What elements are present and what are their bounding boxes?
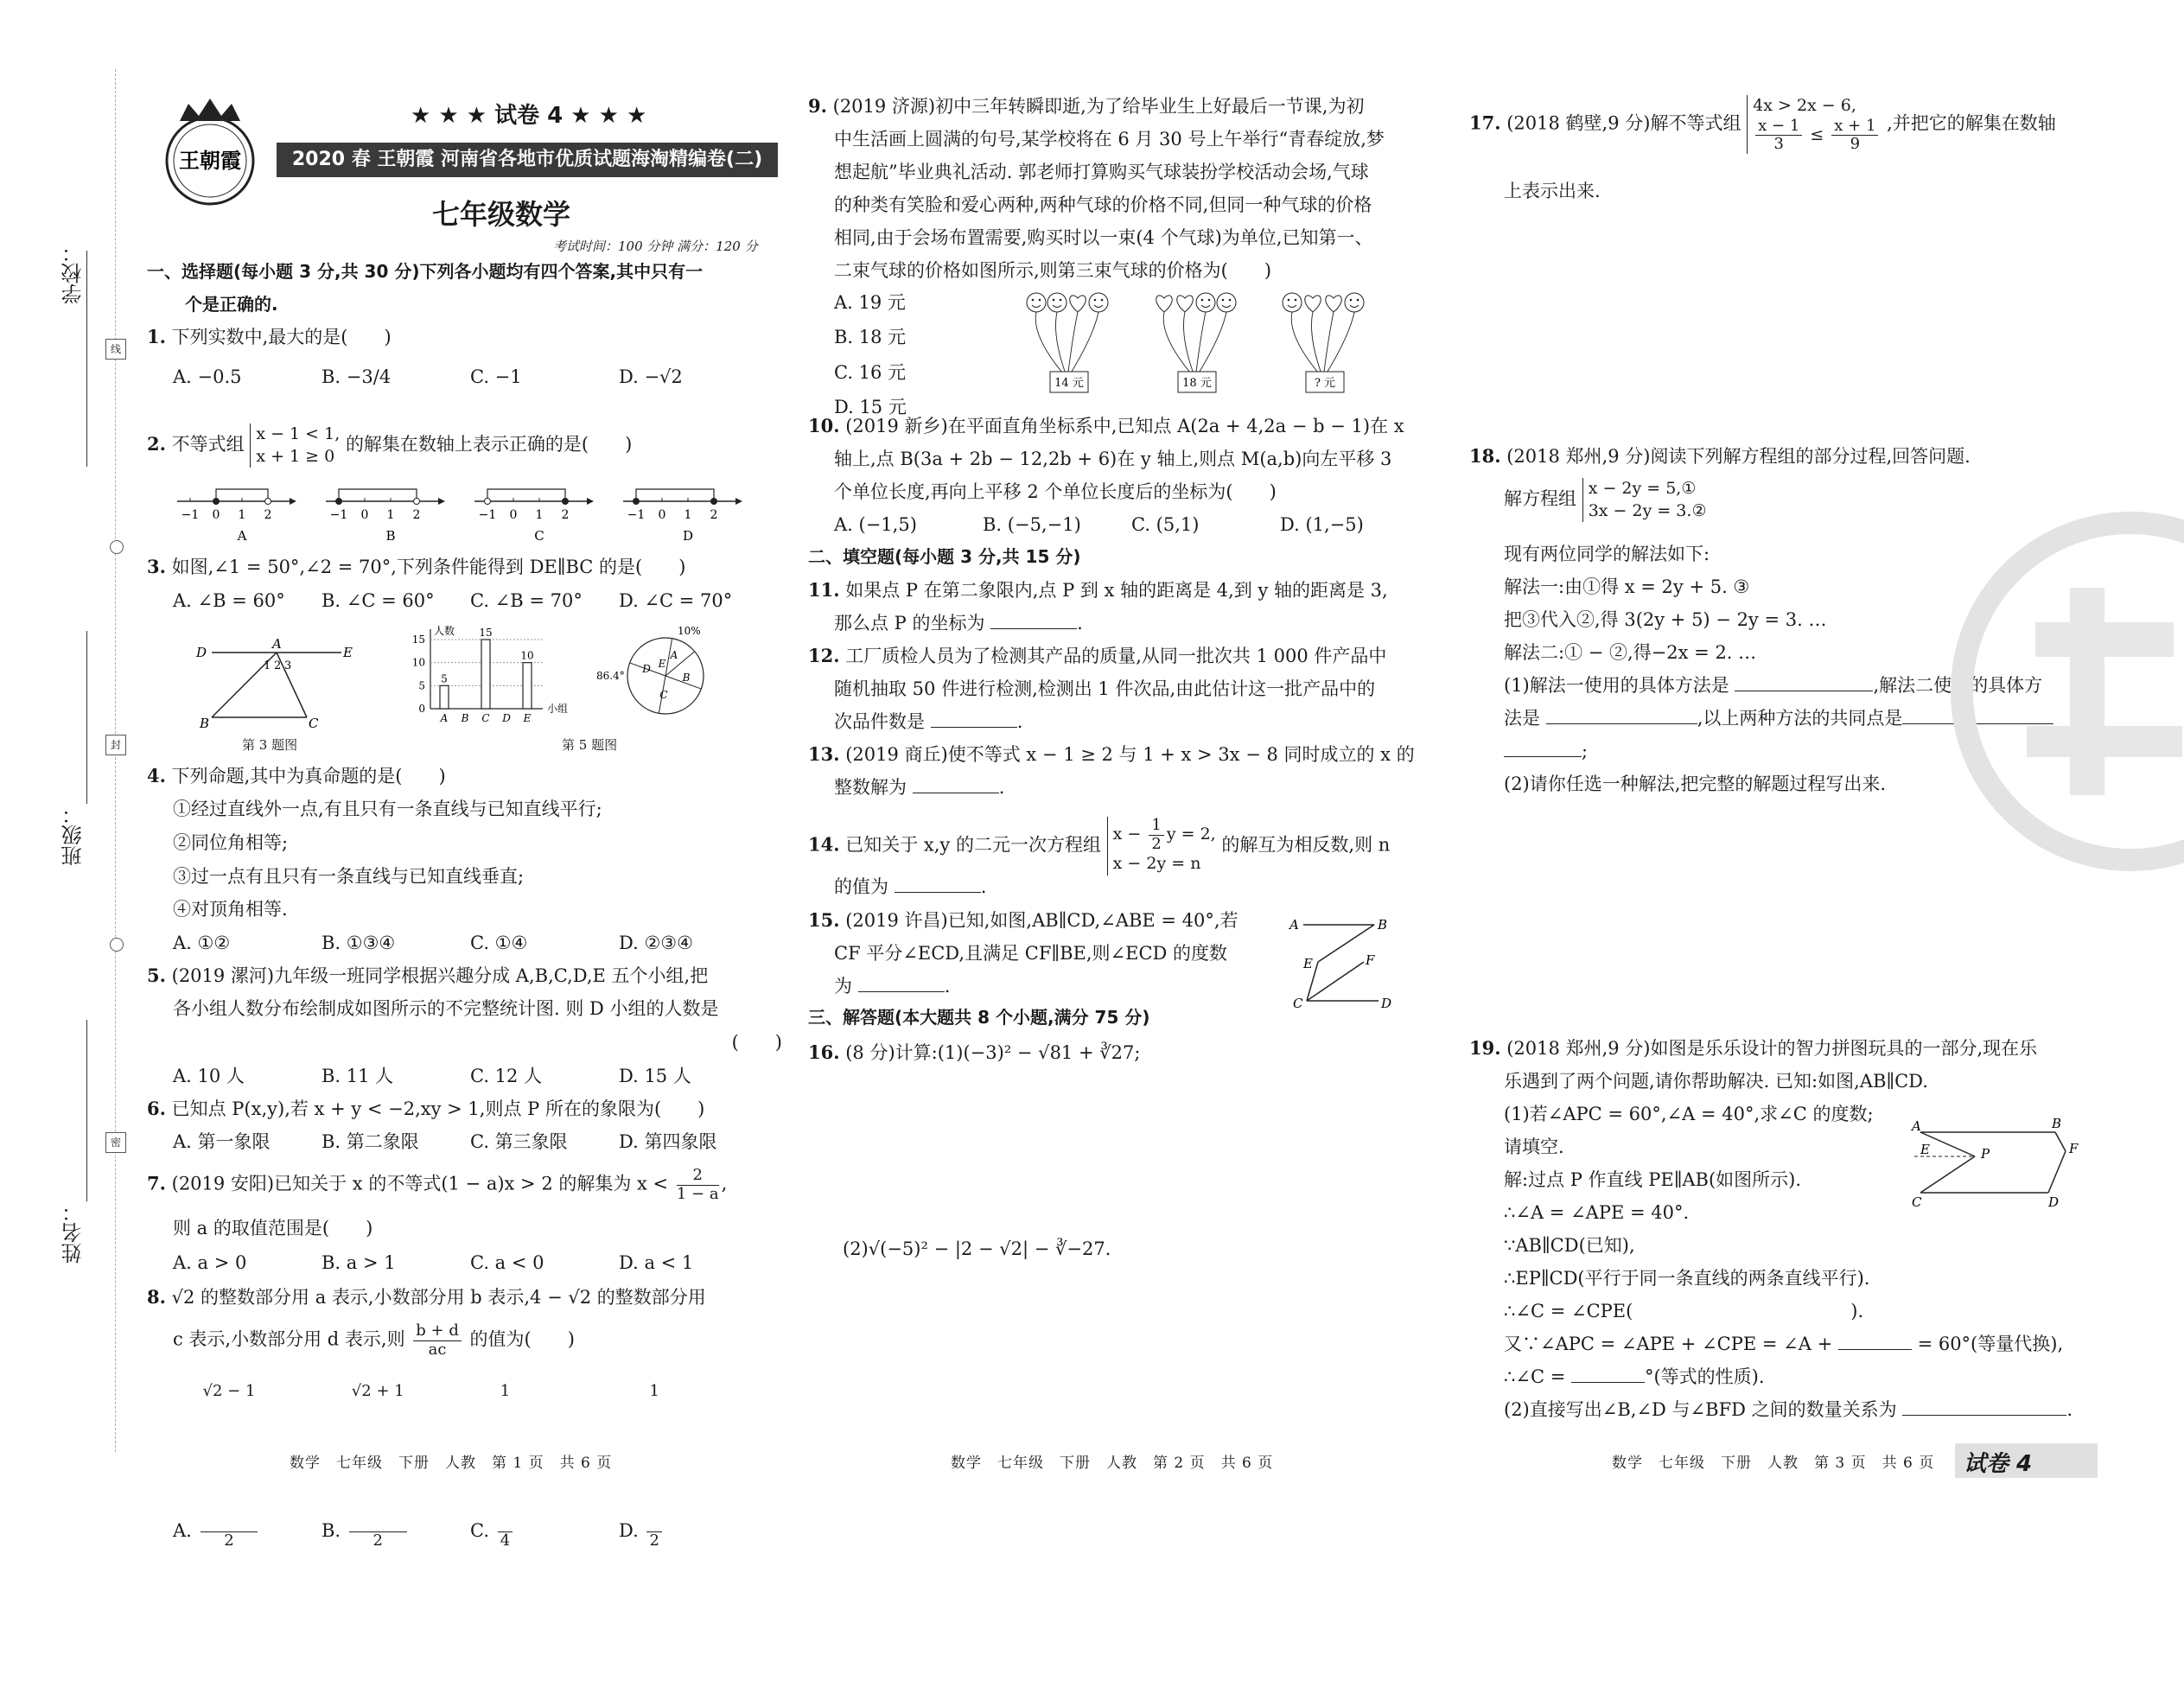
svg-text:3: 3 [284, 659, 292, 672]
answer-blank[interactable] [858, 991, 945, 992]
smiley-balloon [1217, 293, 1236, 312]
svg-text:P: P [1981, 1146, 1990, 1162]
q19-line: 乐遇到了两个问题,请你帮助解决. 已知:如图,AB∥CD. [1504, 1071, 1928, 1092]
q19-step: ∴∠C = ∠CPE( ). [1504, 1301, 1864, 1321]
svg-text:B: B [1378, 917, 1388, 933]
school-label: 学校： [61, 242, 86, 304]
svg-text:A: A [1912, 1118, 1921, 1134]
smiley-balloon [1283, 293, 1302, 312]
option-b[interactable]: B. $\frac{√2 + 1}{2}$ [322, 1383, 470, 1681]
q9-line: 中生活画上圆满的句号,某学校将在 6 月 30 号上午举行“青春绽放,梦 [834, 129, 1385, 150]
option-b[interactable]: B. ∠C = 60° [322, 590, 435, 611]
option-b[interactable]: B. a > 1 [322, 1252, 396, 1273]
svg-text:D: D [2048, 1194, 2060, 1210]
x-tick-label: C [481, 712, 490, 724]
option-d[interactable]: D. a < 1 [619, 1252, 694, 1273]
number-line-option [177, 489, 296, 544]
option-d[interactable]: D. ∠C = 70° [619, 590, 733, 611]
x-tick-label: E [523, 712, 532, 724]
figure-3-caption: 第 3 题图 [242, 737, 298, 753]
exam-meta: 考试时间：100 分钟 满分：120 分 [553, 239, 758, 254]
binding-hole [110, 938, 124, 952]
pie-slice-label: E [658, 658, 666, 670]
bar [523, 663, 532, 709]
svg-text:E: E [343, 645, 353, 660]
q7-line2: 则 a 的取值范围是( ) [173, 1218, 373, 1238]
q19-part1: (1)若∠APC = 60°,∠A = 40°,求∠C 的度数; [1504, 1104, 1874, 1124]
option-b[interactable]: B. 第二象限 [322, 1131, 419, 1152]
svg-text:1: 1 [264, 659, 271, 672]
q18-text: 现有两位同学的解法如下: [1504, 544, 1710, 564]
question-1-options [173, 366, 761, 388]
equation-system: x − $\frac{1}{2}$ y = 2, x − 2y = n [1107, 817, 1216, 876]
x-tick-label: D [502, 712, 511, 724]
y-tick-label: 0 [418, 703, 425, 715]
q19-step: ∵AB∥CD(已知), [1504, 1235, 1635, 1256]
svg-text:2: 2 [274, 659, 282, 672]
option-a[interactable]: A. ①② [173, 933, 231, 953]
heart-balloon [1177, 296, 1193, 312]
svg-text:0: 0 [212, 508, 220, 522]
svg-text:1: 1 [535, 508, 544, 522]
answer-blank[interactable] [1902, 1415, 2066, 1416]
q9-line: 的种类有笑脸和爱心两种,两种气球的价格不同,但同一种气球的价格 [834, 194, 1372, 215]
y-axis-label: 人数 [434, 625, 455, 637]
section-1-title-cont: 个是正确的. [185, 294, 278, 315]
y-tick-label: 15 [411, 634, 425, 646]
x-axis-label: 小组 [547, 703, 569, 715]
subject-title: 七年级数学 [432, 198, 571, 231]
smiley-balloon [1089, 293, 1108, 312]
pie-annotation: 86.4° [596, 670, 625, 682]
svg-text:B: B [2052, 1116, 2062, 1131]
question-7-options [173, 1251, 761, 1274]
q19-step: ∴∠A = ∠APE = 40°. [1504, 1202, 1690, 1223]
pie-slice-label: B [682, 672, 691, 684]
option-b[interactable]: B. (−5,−1) [983, 514, 1081, 535]
number-line-option [474, 489, 594, 544]
option-a[interactable]: A. (−1,5) [834, 514, 917, 535]
pie-slice-label: A [670, 649, 678, 661]
option-c[interactable]: C. 12 人 [470, 1066, 543, 1086]
corner-tag: 试卷 4 [1955, 1443, 2098, 1478]
question-3: 3. 如图,∠1 = 50°,∠2 = 70°,下列条件能得到 DE∥BC 的是( ) [147, 556, 686, 577]
q18-system: 解方程组 x − 2y = 5,① 3x − 2y = 3.② [1504, 478, 1706, 522]
question-8: 8. √2 的整数部分用 a 表示,小数部分用 b 表示,4 − √2 的整数部分用 [147, 1286, 706, 1308]
q4-statement: ③过一点有且只有一条直线与已知直线垂直; [173, 866, 525, 887]
svg-text:1: 1 [386, 508, 395, 522]
figure-3-triangle [194, 631, 353, 735]
heart-balloon [1156, 296, 1172, 312]
svg-text:2: 2 [710, 508, 718, 522]
question-14: 14. 已知关于 x,y 的二元一次方程组 x − $\frac{1}{2}$ y = 2, x − 2y = n 的解互为相反数,则 n [808, 817, 1452, 876]
q15-line: 为 . [834, 976, 951, 997]
svg-text:0: 0 [658, 508, 666, 522]
number-line-label: A [237, 528, 247, 544]
option-a[interactable]: A. −0.5 [173, 366, 242, 387]
figure-5-pie-chart [596, 622, 726, 735]
svg-text:−1: −1 [478, 508, 497, 522]
answer-blank[interactable] [1838, 1349, 1912, 1350]
answer-blank[interactable] [931, 727, 1017, 728]
q15-line: CF 平分∠ECD,且满足 CF∥BE,则∠ECD 的度数 [834, 943, 1228, 964]
y-tick-label: 5 [418, 679, 425, 692]
svg-text:D: D [196, 645, 207, 660]
answer-blank[interactable] [990, 628, 1077, 629]
number-line-label: D [682, 528, 694, 544]
bar-value-label: 5 [441, 672, 448, 685]
section-3-title: 三、解答题(本大题共 8 个小题,满分 75 分) [808, 1007, 1150, 1028]
option-c[interactable]: C. (5,1) [1131, 514, 1200, 535]
figure-5-caption: 第 5 题图 [562, 737, 618, 753]
smiley-balloon [1196, 293, 1215, 312]
svg-text:2: 2 [412, 508, 421, 522]
pie-annotation: 10% [678, 625, 701, 637]
secret-seal-watermark [1932, 519, 2184, 882]
bar-value-label: 10 [520, 649, 534, 662]
svg-text:1: 1 [684, 508, 692, 522]
question-12: 12. 工厂质检人员为了检测其产品的质量,从同一批次共 1 000 件产品中 [808, 645, 1387, 666]
q19-step: 解:过点 P 作直线 PE∥AB(如图所示). [1504, 1169, 1802, 1190]
svg-text:−1: −1 [627, 508, 646, 522]
question-5: 5. (2019 漯河)九年级一班同学根据兴趣分成 A,B,C,D,E 五个小组,把 [147, 965, 709, 986]
q11-line: 那么点 P 的坐标为 . [834, 613, 1083, 634]
svg-text:−1: −1 [329, 508, 348, 522]
answer-blank[interactable] [1546, 723, 1697, 724]
q18-part2: (2)请你任选一种解法,把完整的解题过程写出来. [1504, 774, 1887, 794]
question-19: 19. (2018 郑州,9 分)如图是乐乐设计的智力拼图玩具的一部分,现在乐 [1469, 1037, 2038, 1059]
svg-text:C: C [1912, 1194, 1922, 1210]
series-title: 2020 春 王朝霞 河南省各地市优质试题海淘精编卷(二) [277, 143, 778, 177]
q12-line: 随机抽取 50 件进行检测,检测出 1 件次品,由此估计这一批产品中的 [834, 678, 1376, 699]
svg-text:A: A [1289, 917, 1299, 933]
bar [481, 640, 490, 709]
q4-statement: ②同位角相等; [173, 832, 289, 853]
question-11: 11. 如果点 P 在第二象限内,点 P 到 x 轴的距离是 4,到 y 轴的距离是 3, [808, 579, 1388, 601]
binding-dash-line [115, 69, 116, 1452]
q9-line: 相同,由于会场布置需要,购买时以一束(4 个气球)为单位,已知第一、 [834, 227, 1373, 248]
question-6-options [173, 1130, 761, 1153]
option-d[interactable]: D. 15 元 [834, 396, 907, 417]
svg-text:E: E [1920, 1142, 1930, 1157]
option-c[interactable]: C. 16 元 [834, 361, 907, 383]
q19-fill-prompt: 请填空. [1504, 1137, 1564, 1157]
svg-text:1: 1 [238, 508, 246, 522]
price-label: 18 元 [1182, 377, 1212, 390]
seal-mark-feng: 封 [105, 735, 126, 755]
number-line-label: C [534, 528, 544, 544]
page-footer: 数学 七年级 下册 人教 第 3 页 共 6 页 [1612, 1455, 1935, 1472]
q19-part2: (2)直接写出∠B,∠D 与∠BFD 之间的数量关系为 . [1504, 1399, 2073, 1420]
inequality-system: x − 1 < 1, x + 1 ≥ 0 [250, 423, 340, 468]
svg-text:0: 0 [360, 508, 369, 522]
question-3-options [173, 589, 761, 612]
option-a[interactable]: A. ∠B = 60° [173, 590, 285, 611]
pie-slice-label: C [659, 689, 668, 701]
svg-text:0: 0 [509, 508, 518, 522]
question-9-options [834, 291, 907, 430]
number-line-option [623, 489, 742, 544]
q2-number-lines [173, 475, 778, 544]
question-10-options [834, 513, 1422, 536]
page-footer: 数学 七年级 下册 人教 第 2 页 共 6 页 [951, 1455, 1274, 1472]
q13-line: 整数解为 . [834, 777, 1005, 798]
balloon-bunch [1027, 293, 1108, 392]
option-b[interactable]: B. ①③④ [322, 933, 396, 953]
q18-text: 解法一:由①得 x = 2y + 5. ③ [1504, 576, 1750, 597]
q18-text: 解法二:① − ②,得−2x = 2. … [1504, 642, 1757, 663]
option-b[interactable]: B. 18 元 [834, 327, 907, 348]
bar [440, 685, 449, 709]
answer-blank[interactable] [1571, 1382, 1645, 1383]
svg-text:D: D [1381, 996, 1392, 1011]
section-1-title: 一、选择题(每小题 3 分,共 30 分)下列各小题均有四个答案,其中只有一 [147, 261, 704, 282]
smiley-balloon [1027, 293, 1046, 312]
page-1 [147, 0, 782, 1550]
smiley-balloon [1345, 293, 1364, 312]
svg-text:F: F [1366, 952, 1375, 968]
option-c[interactable]: C. −1 [470, 366, 522, 387]
q4-statement: ④对顶角相等. [173, 899, 288, 920]
balloon-bunch [1156, 293, 1236, 392]
svg-text:C: C [309, 716, 319, 731]
q16-part2: (2)√(−5)² − |2 − √2| − ∛−27. [843, 1238, 1111, 1259]
svg-text:A: A [272, 636, 282, 652]
q9-line: 二束气球的价格如图所示,则第三束气球的价格为( ) [834, 260, 1272, 281]
option-a[interactable]: A. 19 元 [834, 292, 906, 313]
q19-step: ∴EP∥CD(平行于同一条直线的两条直线平行). [1504, 1268, 1870, 1289]
q19-step: ∴∠C = °(等式的性质). [1504, 1366, 1765, 1387]
option-c[interactable]: C. 第三象限 [470, 1131, 568, 1152]
q5-answer-paren: ( ) [731, 1032, 782, 1053]
page-2 [808, 0, 1452, 1546]
number-line-option [326, 489, 445, 544]
q10-line: 个单位长度,再向上平移 2 个单位长度后的坐标为( ) [834, 481, 1277, 502]
x-tick-label: B [461, 712, 469, 724]
number-line-label: B [385, 528, 396, 544]
question-15: 15. (2019 许昌)已知,如图,AB∥CD,∠ABE = 40°,若 [808, 909, 1238, 931]
option-a[interactable]: A. 第一象限 [173, 1131, 271, 1152]
question-4-options [173, 932, 761, 954]
q8-line2: c 表示,小数部分用 d 表示,则 $\frac{b + d}{ac}$ 的值为( ) [173, 1321, 575, 1359]
section-2-title: 二、填空题(每小题 3 分,共 15 分) [808, 546, 1081, 567]
option-a[interactable]: A. a > 0 [173, 1252, 247, 1273]
svg-text:B: B [200, 716, 210, 731]
y-tick-label: 10 [411, 656, 425, 669]
test-number: ★ ★ ★ 试卷 4 ★ ★ ★ [411, 103, 647, 129]
name-label: 姓名： [61, 1201, 86, 1264]
class-line [86, 631, 87, 804]
class-label: 班级： [61, 804, 86, 866]
bar-value-label: 15 [479, 627, 493, 639]
q18-part1-end: ; [1504, 740, 1588, 762]
binding-hole [110, 540, 124, 554]
q12-line: 次品件数是 . [834, 711, 1023, 732]
svg-text:−1: −1 [181, 508, 200, 522]
option-a[interactable]: A. $\frac{√2 - 1}{2}$ [173, 1383, 322, 1681]
option-c[interactable]: C. a < 0 [470, 1252, 544, 1273]
q17-line2: 上表示出来. [1504, 181, 1601, 201]
heart-balloon [1305, 296, 1321, 312]
option-b[interactable]: B. −3/4 [322, 366, 392, 387]
option-c[interactable]: C. ①④ [470, 933, 528, 953]
option-c[interactable]: C. $\frac{1}{4}$ [470, 1383, 619, 1681]
figure-15-parallel [1288, 914, 1391, 1018]
logo-text: 王朝霞 [179, 148, 241, 173]
brand-logo [154, 93, 266, 214]
figure-19-zigzag [1910, 1115, 2083, 1219]
price-label: 14 元 [1054, 377, 1084, 390]
figure-9-balloons [1024, 285, 1404, 398]
svg-text:2: 2 [561, 508, 570, 522]
q10-line: 轴上,点 B(3a + 2b − 12,2b + 6)在 y 轴上,则点 M(a,b)向左平移 3 [834, 449, 1392, 469]
question-18: 18. (2018 郑州,9 分)阅读下列解方程组的部分过程,回答问题. [1469, 445, 1971, 467]
svg-text:F: F [2069, 1141, 2079, 1156]
question-7: 7. (2019 安阳)已知关于 x 的不等式(1 − a)x > 2 的解集为 x < $\frac{2}{1 - a}$ , [147, 1166, 728, 1203]
price-label: ? 元 [1314, 377, 1336, 390]
option-d[interactable]: D. $\frac{1}{2}$ [619, 1383, 767, 1681]
smiley-balloon [1047, 293, 1067, 312]
question-5-options [173, 1065, 761, 1087]
question-10: 10. (2019 新乡)在平面直角坐标系中,已知点 A(2a + 4,2a − b − 1)在 x [808, 415, 1404, 436]
pie-slice-label: D [642, 663, 651, 675]
q5-line2: 各小组人数分布绘制成如图所示的不完整统计图. 则 D 小组的人数是 [173, 998, 719, 1019]
name-line [86, 1020, 87, 1201]
option-a[interactable]: A. 10 人 [173, 1066, 245, 1086]
question-9: 9. (2019 济源)初中三年转瞬即逝,为了给毕业生上好最后一节课,为初 [808, 95, 1365, 117]
svg-text:E: E [1303, 956, 1313, 971]
seal-mark-mi: 密 [105, 1132, 126, 1153]
question-13: 13. (2019 商丘)使不等式 x − 1 ≥ 2 与 1 + x > 3x − 8 同时成立的 x 的 [808, 743, 1415, 765]
q18-text: 把③代入②,得 3(2y + 5) − 2y = 3. … [1504, 609, 1827, 630]
question-8-options [173, 1383, 761, 1681]
option-b[interactable]: B. 11 人 [322, 1066, 394, 1086]
heart-balloon [1326, 296, 1341, 312]
q14-line2: 的值为 . [834, 876, 987, 897]
question-16: 16. (8 分)计算:(1)(−3)² − √81 + ∛27; [808, 1041, 1141, 1063]
balloon-bunch [1283, 293, 1364, 392]
school-line [86, 251, 87, 467]
svg-text:C: C [1293, 996, 1303, 1011]
option-d[interactable]: D. (1,−5) [1280, 514, 1364, 535]
q4-statement: ①经过直线外一点,有且只有一条直线与已知直线平行; [173, 799, 602, 819]
q9-line: 想起航”毕业典礼活动. 郭老师打算购买气球装扮学校活动会场,气球 [834, 162, 1369, 182]
option-c[interactable]: C. ∠B = 70° [470, 590, 583, 611]
q18-part1: (1)解法一使用的具体方法是 ,解法二使用的具体方 [1504, 675, 2043, 696]
option-d[interactable]: D. 第四象限 [619, 1131, 717, 1152]
question-6: 6. 已知点 P(x,y),若 x + y < −2,xy > 1,则点 P 所在的象限为( ) [147, 1098, 705, 1119]
answer-blank[interactable] [895, 892, 981, 893]
figure-5-bar-chart [398, 622, 596, 735]
option-d[interactable]: D. ②③④ [619, 933, 693, 953]
question-2: 2. 不等式组 x − 1 < 1, x + 1 ≥ 0 的解集在数轴上表示正确的是( ) [147, 423, 782, 468]
svg-text:2: 2 [264, 508, 272, 522]
option-d[interactable]: D. 15 人 [619, 1066, 691, 1086]
question-1: 1. 下列实数中,最大的是( ) [147, 326, 392, 347]
question-17: 17. (2018 鹤壁,9 分)解不等式组 4x > 2x − 6, $\frac{x - 1}{3}$ ≤ $\frac{x + 1}{9}$ ,并把它的解集在数轴 [1469, 96, 2056, 154]
inequality-system: 4x > 2x − 6, $\frac{x - 1}{3}$ ≤ $\frac{x + 1}{9}$ [1747, 95, 1881, 154]
question-4: 4. 下列命题,其中为真命题的是( ) [147, 765, 446, 786]
q18-part1-cont: 法是 ,以上两种方法的共同点是 [1504, 707, 2053, 729]
x-tick-label: A [440, 712, 449, 724]
page-footer: 数学 七年级 下册 人教 第 1 页 共 6 页 [290, 1455, 613, 1472]
q19-step: 又∵∠APC = ∠APE + ∠CPE = ∠A + = 60°(等量代换), [1504, 1334, 2064, 1354]
heart-balloon [1070, 296, 1086, 312]
answer-blank[interactable] [1504, 756, 1582, 757]
seal-mark-xian: 线 [105, 339, 126, 360]
option-d[interactable]: D. −√2 [619, 366, 683, 387]
